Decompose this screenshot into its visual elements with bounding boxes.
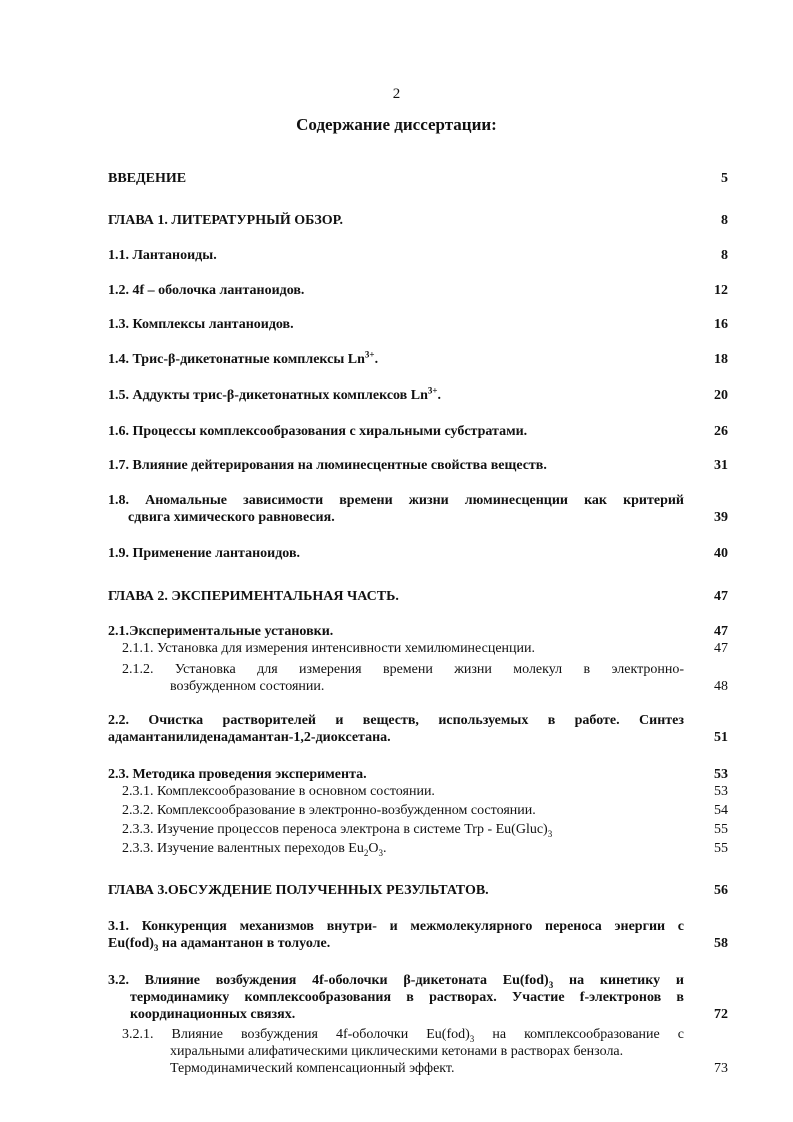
toc-page-number: 31 — [714, 458, 728, 473]
toc-page-number: 40 — [714, 546, 728, 561]
toc-page-number: 47 — [714, 641, 728, 656]
toc-page-number: 54 — [714, 803, 728, 818]
toc-entry[interactable]: 2.1.1. Установка для измерения интенсивности хемилюминесценции. 47 — [122, 641, 728, 656]
toc-entry[interactable]: 1.8. Аномальные зависимости времени жизни люминесценции как критерий сдвига химического равновесия. 39 — [108, 493, 728, 525]
toc-page-number: 55 — [714, 841, 728, 856]
toc-entry[interactable]: 1.4. Трис-β-дикетонатные комплексы $Ln^{3+}$. 18 — [108, 349, 728, 367]
toc-page-number: 73 — [714, 1061, 728, 1076]
toc-entry[interactable]: 1.5. Аддукты трис-β-дикетонатных комплексов $Ln^{3+}$. 20 — [108, 385, 728, 403]
toc-page-number: 51 — [714, 730, 728, 745]
toc-page-number: 48 — [714, 679, 728, 694]
toc-page-number: 18 — [714, 352, 728, 367]
toc-entry[interactable]: 2.3.2. Комплексообразование в электронно-возбужденном состоянии. 54 — [122, 803, 728, 818]
toc-entry[interactable]: 1.2. 4f – оболочка лантаноидов. 12 — [108, 283, 728, 298]
toc-entry[interactable]: 2.3.1. Комплексообразование в основном состоянии. 53 — [122, 784, 728, 799]
toc-page-number: 16 — [714, 317, 728, 332]
toc-entry[interactable]: 1.3. Комплексы лантаноидов. 16 — [108, 317, 728, 332]
page-title: Содержание диссертации: — [296, 115, 497, 134]
toc-entry[interactable]: 3.2. Влияние возбуждения 4f-оболочки β-дикетоната $Eu(fod)_3$ на кинетику и термодинамику комплексообразования в растворах. Участие f-электронов в координационных связях. 72 — [108, 973, 728, 1022]
toc-page-number: 8 — [721, 213, 728, 228]
toc-page-number: 53 — [714, 784, 728, 799]
toc-entry[interactable]: 1.9. Применение лантаноидов. 40 — [108, 546, 728, 561]
toc-page-number: 8 — [721, 248, 728, 263]
toc-entry[interactable]: 2.3.3. Изучение процессов переноса электрона в системе Trp - $Eu(Gluc)_3$ 55 — [122, 822, 728, 839]
toc-entry[interactable]: 2.3.3. Изучение валентных переходов $Eu_2O_3$. 55 — [122, 841, 728, 858]
toc-entry[interactable]: 2.1.2. Установка для измерения времени жизни молекул в электронно- возбужденном состоянии. 48 — [122, 662, 728, 694]
toc-page-number: 47 — [714, 589, 728, 604]
toc-entry[interactable]: ГЛАВА 1. ЛИТЕРАТУРНЫЙ ОБЗОР. 8 — [108, 213, 728, 228]
toc-entry[interactable]: 1.7. Влияние дейтерирования на люминесцентные свойства веществ. 31 — [108, 458, 728, 473]
toc-entry[interactable]: 3.1. Конкуренция механизмов внутри- и межмолекулярного переноса энергии с $Eu(fod)_3$ на адамантанон в толуоле. 58 — [108, 919, 728, 953]
toc-entry[interactable]: 2.1.Экспериментальные установки. 47 — [108, 624, 728, 639]
toc-entry[interactable]: ГЛАВА 2. ЭКСПЕРИМЕНТАЛЬНАЯ ЧАСТЬ. 47 — [108, 589, 728, 604]
toc-entry[interactable]: 2.3. Методика проведения эксперимента. 53 — [108, 767, 728, 782]
toc-entry[interactable]: 3.2.1. Влияние возбуждения 4f-оболочки $Eu(fod)_3$ на комплексообразование с хиральными алифатическими циклическими кетонами в растворах бензола. Термодинамический компенсационный эффект. 73 — [122, 1027, 728, 1076]
toc-page-number: 47 — [714, 624, 728, 639]
toc-entry[interactable]: 2.2. Очистка растворителей и веществ, используемых в работе. Синтез адамантанилиденадамантан-1,2-диоксетана. 51 — [108, 713, 728, 745]
toc-page-number: 72 — [714, 1007, 728, 1022]
toc-page-number: 20 — [714, 388, 728, 403]
toc-page-number: 56 — [714, 883, 728, 898]
toc-page-number: 55 — [714, 822, 728, 837]
toc-page-number: 53 — [714, 767, 728, 782]
toc-entry[interactable]: 1.1. Лантаноиды. 8 — [108, 248, 728, 263]
toc-page-number: 5 — [721, 171, 728, 186]
toc-entry[interactable]: ГЛАВА 3.ОБСУЖДЕНИЕ ПОЛУЧЕННЫХ РЕЗУЛЬТАТОВ. 56 — [108, 883, 728, 898]
toc-page-number: 12 — [714, 283, 728, 298]
toc-entry[interactable]: ВВЕДЕНИЕ 5 — [108, 171, 728, 186]
toc-page-number: 39 — [714, 510, 728, 525]
page-number: 2 — [392, 86, 401, 102]
toc-page-number: 58 — [714, 936, 728, 951]
toc-entry[interactable]: 1.6. Процессы комплексообразования с хиральными субстратами. 26 — [108, 424, 728, 439]
toc-page-number: 26 — [714, 424, 728, 439]
